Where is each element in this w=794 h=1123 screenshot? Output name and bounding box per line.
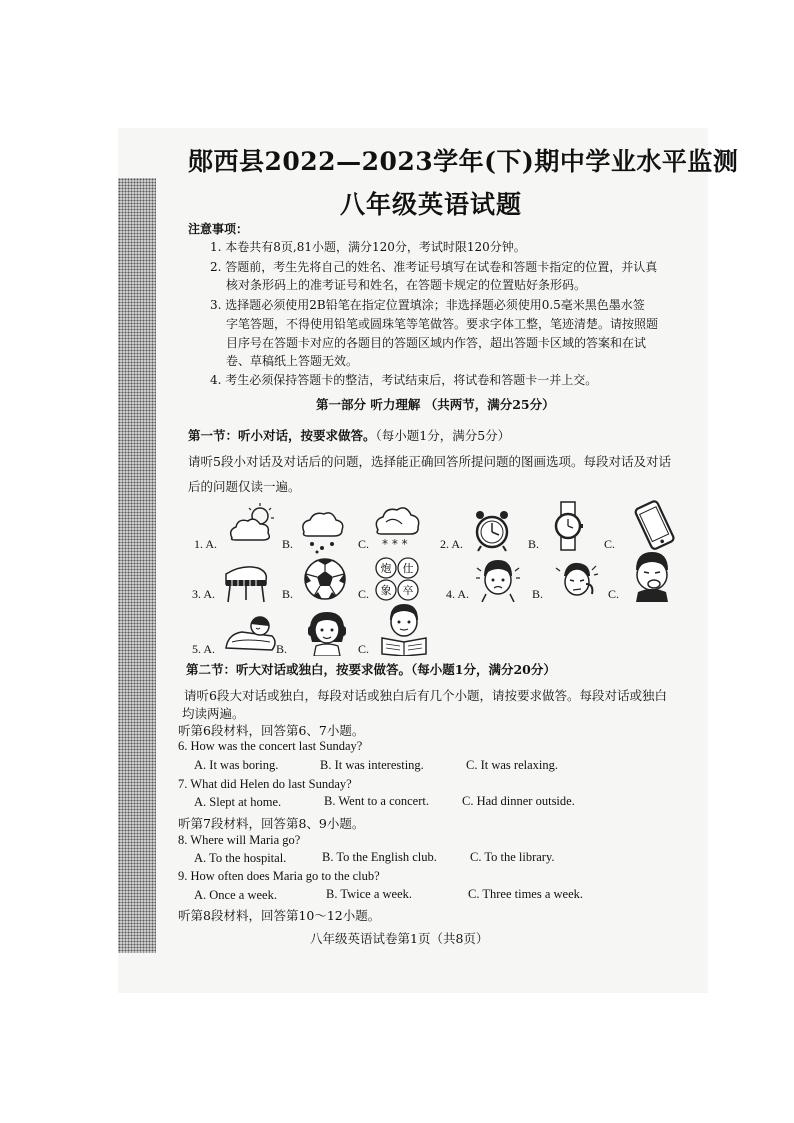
alarm-clock-icon — [472, 508, 512, 552]
section1-title: 第一节：听小对话，按要求做答。 — [188, 428, 376, 443]
sun-cloud-icon — [226, 502, 276, 544]
svg-text:* * *: * * * — [382, 537, 408, 550]
piano-icon — [222, 560, 272, 604]
section1-instruction-1: 请听5段小对话及对话后的问题，选择能正确回答所提问题的图画选项。每段对话及对话 — [188, 454, 671, 469]
material-6-heading: 听第6段材料，回答第6、7小题。 — [178, 723, 365, 738]
question-7: 7. What did Helen do last Sunday? — [178, 777, 352, 791]
q5-option-b-label: B. — [276, 642, 288, 656]
notice-heading: 注意事项： — [188, 222, 249, 236]
notice-item-2: 2. 答题前，考生先将自己的姓名、准考证号填写在试卷和答题卡指定的位置，并认真 — [210, 260, 658, 274]
notice-item-3-cont2: 目序号在答题卡对应的各题目的答题区域内作答，超出答题卡区域的答案和在试 — [226, 336, 647, 350]
q1-option-c-label: C. — [358, 537, 370, 551]
soccer-ball-icon — [302, 556, 348, 602]
material-8-heading: 听第8段材料，回答第10～12小题。 — [178, 908, 381, 923]
q6-option-b: B. It was interesting. — [320, 758, 424, 772]
q7-option-c: C. Had dinner outside. — [462, 794, 575, 808]
q3-option-b-label: B. — [282, 587, 294, 601]
chinese-chess-icon — [374, 556, 420, 602]
exam-title: 郧西县2022—2023学年(下)期中学业水平监测 — [188, 147, 739, 176]
section1-score: （每小题1分，满分5分） — [375, 428, 511, 443]
sleeping-boy-icon — [222, 612, 280, 654]
rain-cloud-icon — [298, 508, 346, 554]
notice-item-3-cont1: 字笔答题，不得使用铅笔或圆珠笔等笔做答。要求字体工整，笔迹清楚。请按照题 — [226, 317, 659, 331]
section2-instruction-1: 请听6段大对话或独白，每段对话或独白后有几个小题，请按要求做答。每段对话或独白 — [184, 688, 667, 703]
question-6: 6. How was the concert last Sunday? — [178, 739, 363, 753]
snow-cloud-icon — [372, 502, 422, 550]
q7-option-b: B. Went to a concert. — [324, 794, 429, 808]
notice-item-2-cont: 核对条形码上的准考证号和姓名，在答题卡规定的位置贴好条形码。 — [226, 278, 587, 292]
q4-option-c-label: C. — [608, 587, 620, 601]
binding-margin-strip — [118, 178, 156, 953]
section2-score: （每小题1分，满分20分） — [411, 662, 556, 677]
q9-option-a: A. Once a week. — [194, 888, 277, 902]
boy-reading-icon — [378, 600, 430, 656]
smartphone-icon — [634, 500, 676, 552]
question-8: 8. Where will Maria go? — [178, 833, 301, 847]
q1-option-b-label: B. — [282, 537, 294, 551]
q4-option-b-label: B. — [532, 587, 544, 601]
q3-option-c-label: C. — [358, 587, 370, 601]
q8-option-c: C. To the library. — [470, 850, 555, 864]
question-9: 9. How often does Maria go to the club? — [178, 869, 380, 883]
q4-option-a-label: 4. A. — [446, 587, 470, 601]
boy-headache-icon — [474, 556, 522, 602]
section2-heading — [186, 660, 556, 678]
q5-option-c-label: C. — [358, 642, 370, 656]
material-7-heading: 听第7段材料，回答第8、9小题。 — [178, 816, 365, 831]
part1-heading: 第一部分 听力理解 （共两节，满分25分） — [316, 397, 555, 412]
q9-option-c: C. Three times a week. — [468, 887, 584, 901]
wristwatch-icon — [548, 500, 588, 552]
q8-option-a: A. To the hospital. — [194, 851, 287, 865]
q1-option-a-label: 1. A. — [194, 537, 218, 551]
notice-item-3-cont3: 卷、草稿纸上答题无效。 — [226, 354, 359, 368]
section2-instruction-2: 均读两遍。 — [182, 706, 245, 721]
q2-option-c-label: C. — [604, 537, 616, 551]
section1-heading — [188, 426, 510, 444]
q6-option-c: C. It was relaxing. — [466, 758, 558, 772]
q3-option-a-label: 3. A. — [192, 587, 216, 601]
section2-title: 第二节：听大对话或独白，按要求做答。 — [186, 662, 412, 677]
q2-option-a-label: 2. A. — [440, 537, 464, 551]
q6-option-a: A. It was boring. — [194, 758, 279, 772]
notice-item-4: 4. 考生必须保持答题卡的整洁，考试结束后，将试卷和答题卡一并上交。 — [210, 373, 598, 387]
chess-piece-3: 象 — [380, 584, 392, 597]
section1-instruction-2: 后的问题仅读一遍。 — [188, 479, 301, 494]
girl-headphones-icon — [302, 606, 352, 656]
q5-option-a-label: 5. A. — [192, 642, 216, 656]
q2-option-b-label: B. — [528, 537, 540, 551]
boy-cough-icon — [624, 548, 678, 602]
q7-option-a: A. Slept at home. — [194, 795, 282, 809]
notice-item-1: 1. 本卷共有8页,81小题，满分120分，考试时限120分钟。 — [210, 240, 526, 254]
q9-option-b: B. Twice a week. — [326, 887, 413, 901]
q8-option-b: B. To the English club. — [322, 850, 437, 864]
boy-toothache-icon — [552, 558, 600, 602]
exam-subtitle: 八年级英语试题 — [340, 190, 523, 219]
chess-piece-4: 卒 — [402, 584, 414, 597]
notice-item-3: 3. 选择题必须使用2B铅笔在指定位置填涂；非选择题必须使用0.5毫米黑色墨水签 — [210, 298, 645, 312]
chess-piece-1: 炮 — [380, 562, 392, 575]
chess-piece-2: 仕 — [402, 562, 414, 575]
page-footer: 八年级英语试卷第1页（共8页） — [310, 931, 489, 946]
